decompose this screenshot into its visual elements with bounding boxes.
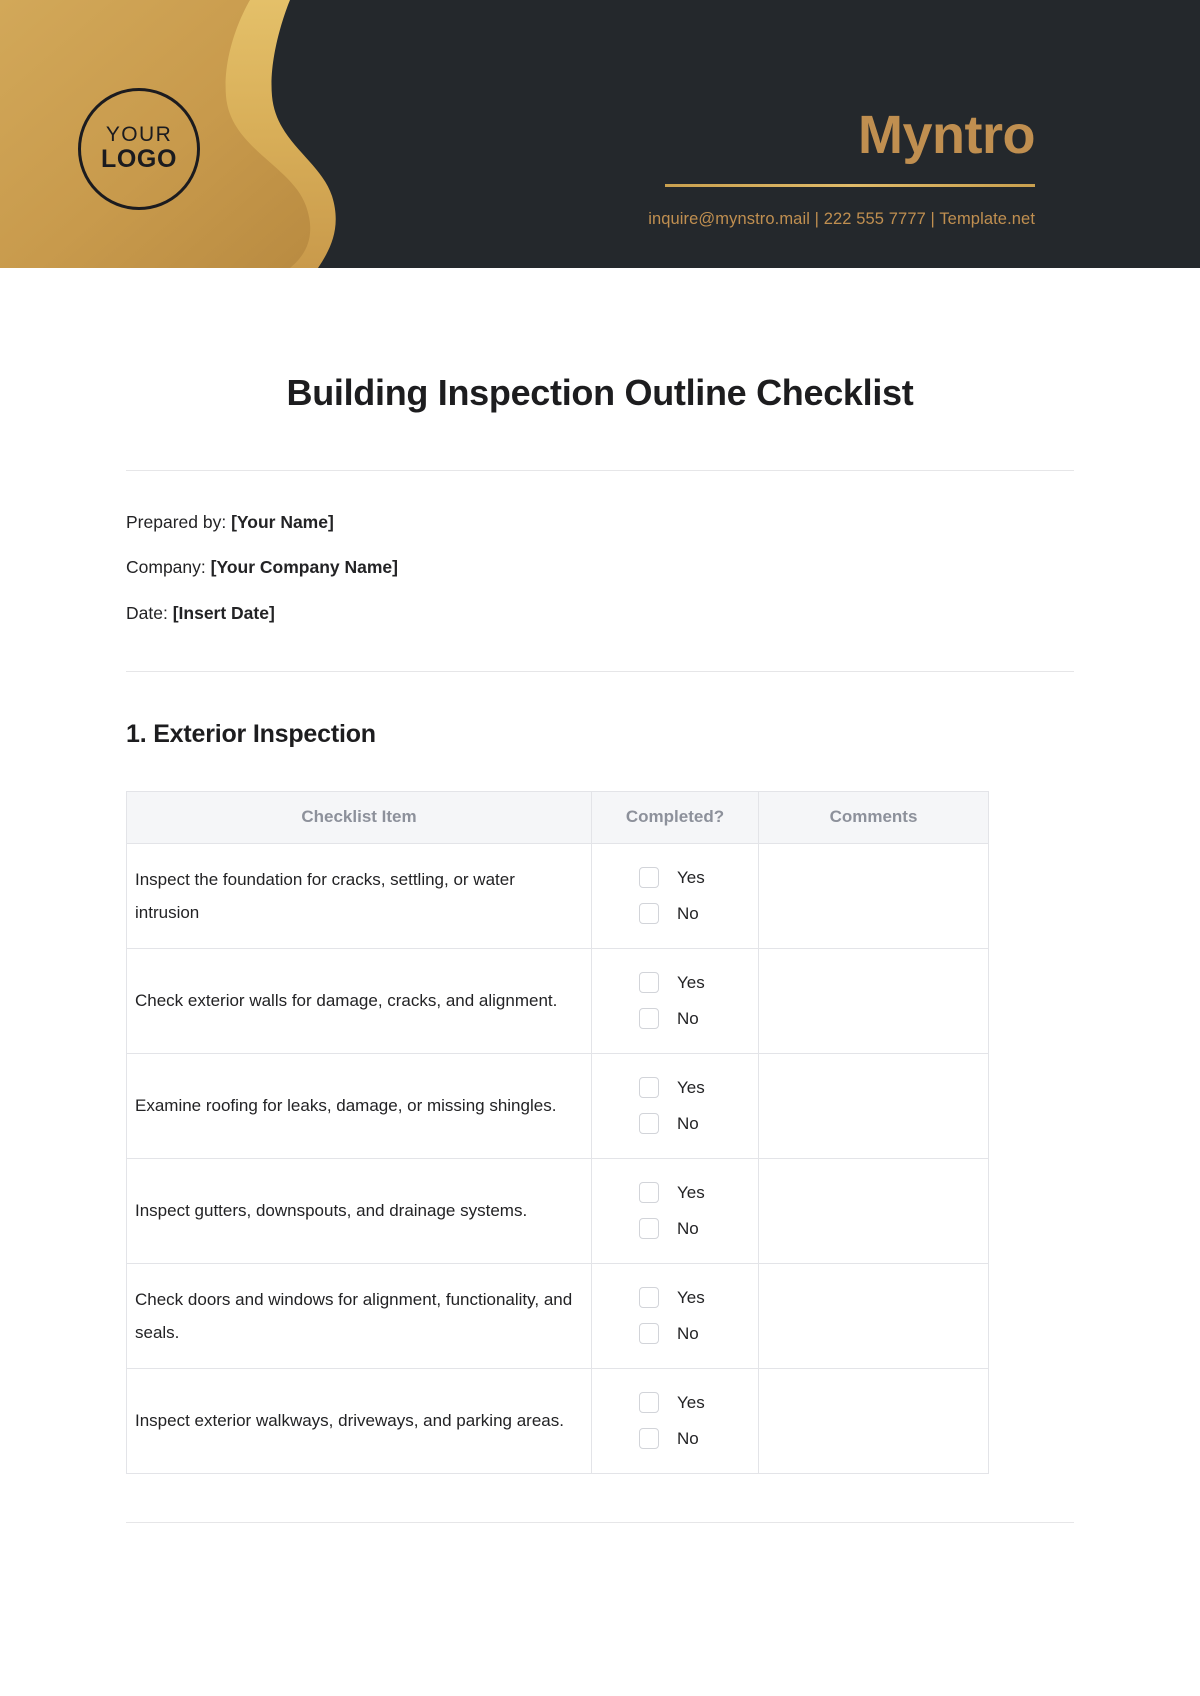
option-label-yes: Yes — [677, 1392, 705, 1412]
option-label-yes: Yes — [677, 1287, 705, 1307]
option-yes[interactable] — [592, 965, 758, 1001]
meta-company-label: Company: — [126, 557, 211, 578]
table-row — [127, 948, 989, 1053]
option-no[interactable] — [592, 1106, 758, 1142]
checkbox-no-icon[interactable] — [639, 1113, 659, 1134]
table-row — [127, 1368, 989, 1473]
checkbox-yes-icon[interactable] — [639, 972, 659, 993]
option-label-no: No — [677, 1218, 699, 1238]
completed-cell — [592, 1263, 759, 1368]
meta-company-value[interactable]: [Your Company Name] — [210, 557, 398, 578]
logo-placeholder — [78, 88, 200, 210]
checkbox-yes-icon[interactable] — [639, 1182, 659, 1203]
table-row — [127, 1158, 989, 1263]
table-row — [127, 1263, 989, 1368]
brand-block — [858, 105, 1035, 165]
option-label-yes: Yes — [677, 972, 705, 992]
checkbox-yes-icon[interactable] — [639, 1287, 659, 1308]
checklist-item-text: Inspect gutters, downspouts, and drainage systems. — [127, 1158, 592, 1263]
page-title: Building Inspection Outline Checklist — [286, 372, 914, 413]
completed-cell — [592, 1158, 759, 1263]
page-header — [0, 0, 1200, 268]
option-label-no: No — [677, 1428, 699, 1448]
checklist-table — [126, 791, 989, 1474]
option-no[interactable] — [592, 896, 758, 932]
comments-cell[interactable] — [759, 948, 989, 1053]
option-no[interactable] — [592, 1316, 758, 1352]
checklist-item-text: Check doors and windows for alignment, functionality, and seals. — [127, 1263, 592, 1368]
column-header-completed: Completed? — [592, 791, 759, 843]
column-header-comments: Comments — [759, 791, 989, 843]
table-row — [127, 843, 989, 948]
brand-underline-rule — [665, 184, 1035, 187]
brand-name: Myntro — [858, 105, 1035, 165]
option-label-yes: Yes — [677, 1182, 705, 1202]
option-label-no: No — [677, 903, 699, 923]
checkbox-no-icon[interactable] — [639, 1323, 659, 1344]
brand-contact-line: inquire@mynstro.mail | 222 555 7777 | Template.net — [648, 210, 1035, 228]
completed-cell — [592, 1368, 759, 1473]
comments-cell[interactable] — [759, 1263, 989, 1368]
comments-cell[interactable] — [759, 1368, 989, 1473]
checkbox-no-icon[interactable] — [639, 903, 659, 924]
meta-date-label: Date: — [126, 602, 173, 623]
logo-top-text: YOUR — [105, 123, 173, 147]
checkbox-yes-icon[interactable] — [639, 1077, 659, 1098]
logo-bottom-text: LOGO — [100, 145, 177, 174]
checklist-item-text: Examine roofing for leaks, damage, or missing shingles. — [127, 1053, 592, 1158]
table-row — [127, 1053, 989, 1158]
checkbox-yes-icon[interactable] — [639, 867, 659, 888]
comments-cell[interactable] — [759, 1053, 989, 1158]
completed-cell — [592, 1053, 759, 1158]
option-yes[interactable] — [592, 1385, 758, 1421]
meta-company — [126, 558, 1074, 577]
option-no[interactable] — [592, 1211, 758, 1247]
section-heading-exterior-inspection: 1. Exterior Inspection — [126, 719, 376, 748]
document-meta — [126, 471, 1074, 623]
checkbox-no-icon[interactable] — [639, 1008, 659, 1029]
meta-date — [126, 604, 1074, 623]
option-label-no: No — [677, 1323, 699, 1343]
option-label-yes: Yes — [677, 1077, 705, 1097]
option-yes[interactable] — [592, 860, 758, 896]
completed-cell — [592, 948, 759, 1053]
column-header-checklist-item: Checklist Item — [127, 791, 592, 843]
option-yes[interactable] — [592, 1175, 758, 1211]
comments-cell[interactable] — [759, 1158, 989, 1263]
option-label-no: No — [677, 1008, 699, 1028]
comments-cell[interactable] — [759, 843, 989, 948]
divider-bottom — [126, 1522, 1074, 1523]
checklist-item-text: Inspect exterior walkways, driveways, and parking areas. — [127, 1368, 592, 1473]
option-label-no: No — [677, 1113, 699, 1133]
checkbox-no-icon[interactable] — [639, 1218, 659, 1239]
meta-prepared-by-value[interactable]: [Your Name] — [231, 512, 334, 532]
meta-date-value[interactable]: [Insert Date] — [172, 602, 275, 623]
meta-prepared-by-label: Prepared by: — [126, 512, 232, 532]
option-yes[interactable] — [592, 1070, 758, 1106]
option-no[interactable] — [592, 1001, 758, 1037]
option-label-yes: Yes — [677, 867, 705, 887]
document-body — [0, 268, 1200, 1523]
checkbox-no-icon[interactable] — [639, 1428, 659, 1449]
checkbox-yes-icon[interactable] — [639, 1392, 659, 1413]
option-no[interactable] — [592, 1421, 758, 1457]
checklist-item-text: Inspect the foundation for cracks, settling, or water intrusion — [127, 843, 592, 948]
table-header-row — [127, 791, 989, 843]
completed-cell — [592, 843, 759, 948]
option-yes[interactable] — [592, 1280, 758, 1316]
meta-prepared-by — [126, 513, 1074, 532]
checklist-item-text: Check exterior walls for damage, cracks, and alignment. — [127, 948, 592, 1053]
